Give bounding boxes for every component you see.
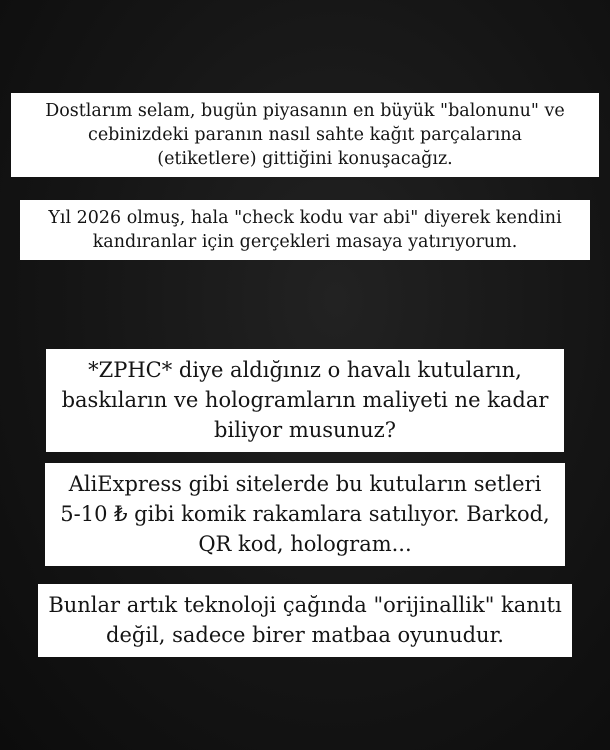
caption-aliexpress — [45, 463, 565, 566]
caption-zphc-line-2: baskıların ve hologramların maliyeti ne kadar — [61, 388, 549, 412]
caption-aliexpress-line-3: QR kod, hologram... — [198, 532, 412, 556]
caption-aliexpress-line-1: AliExpress gibi sitelerde bu kutuların setleri — [68, 472, 542, 496]
caption-conclusion-line-2: değil, sadece birer matbaa oyunudur. — [106, 623, 504, 647]
caption-year — [20, 200, 590, 260]
caption-zphc-question — [46, 349, 564, 452]
caption-zphc-line-1: *ZPHC* diye aldığınız o havalı kutuların, — [88, 358, 522, 382]
caption-conclusion — [38, 584, 572, 657]
caption-zphc-line-3: biliyor musunuz? — [214, 418, 396, 442]
caption-intro-line-3: (etiketlere) gittiğini konuşacağız. — [157, 149, 453, 169]
caption-intro — [11, 93, 599, 177]
caption-aliexpress-line-2: 5-10 ₺ gibi komik rakamlara satılıyor. Barkod, — [60, 502, 550, 526]
caption-intro-line-1: Dostlarım selam, bugün piyasanın en büyük "balonunu" ve — [45, 101, 565, 121]
caption-intro-line-2: cebinizdeki paranın nasıl sahte kağıt parçalarına — [88, 125, 522, 145]
caption-year-line-2: kandıranlar için gerçekleri masaya yatırıyorum. — [92, 232, 518, 252]
caption-conclusion-line-1: Bunlar artık teknoloji çağında "orijinallik" kanıtı — [48, 593, 562, 617]
caption-year-line-1: Yıl 2026 olmuş, hala "check kodu var abi" diyerek kendini — [48, 208, 562, 228]
